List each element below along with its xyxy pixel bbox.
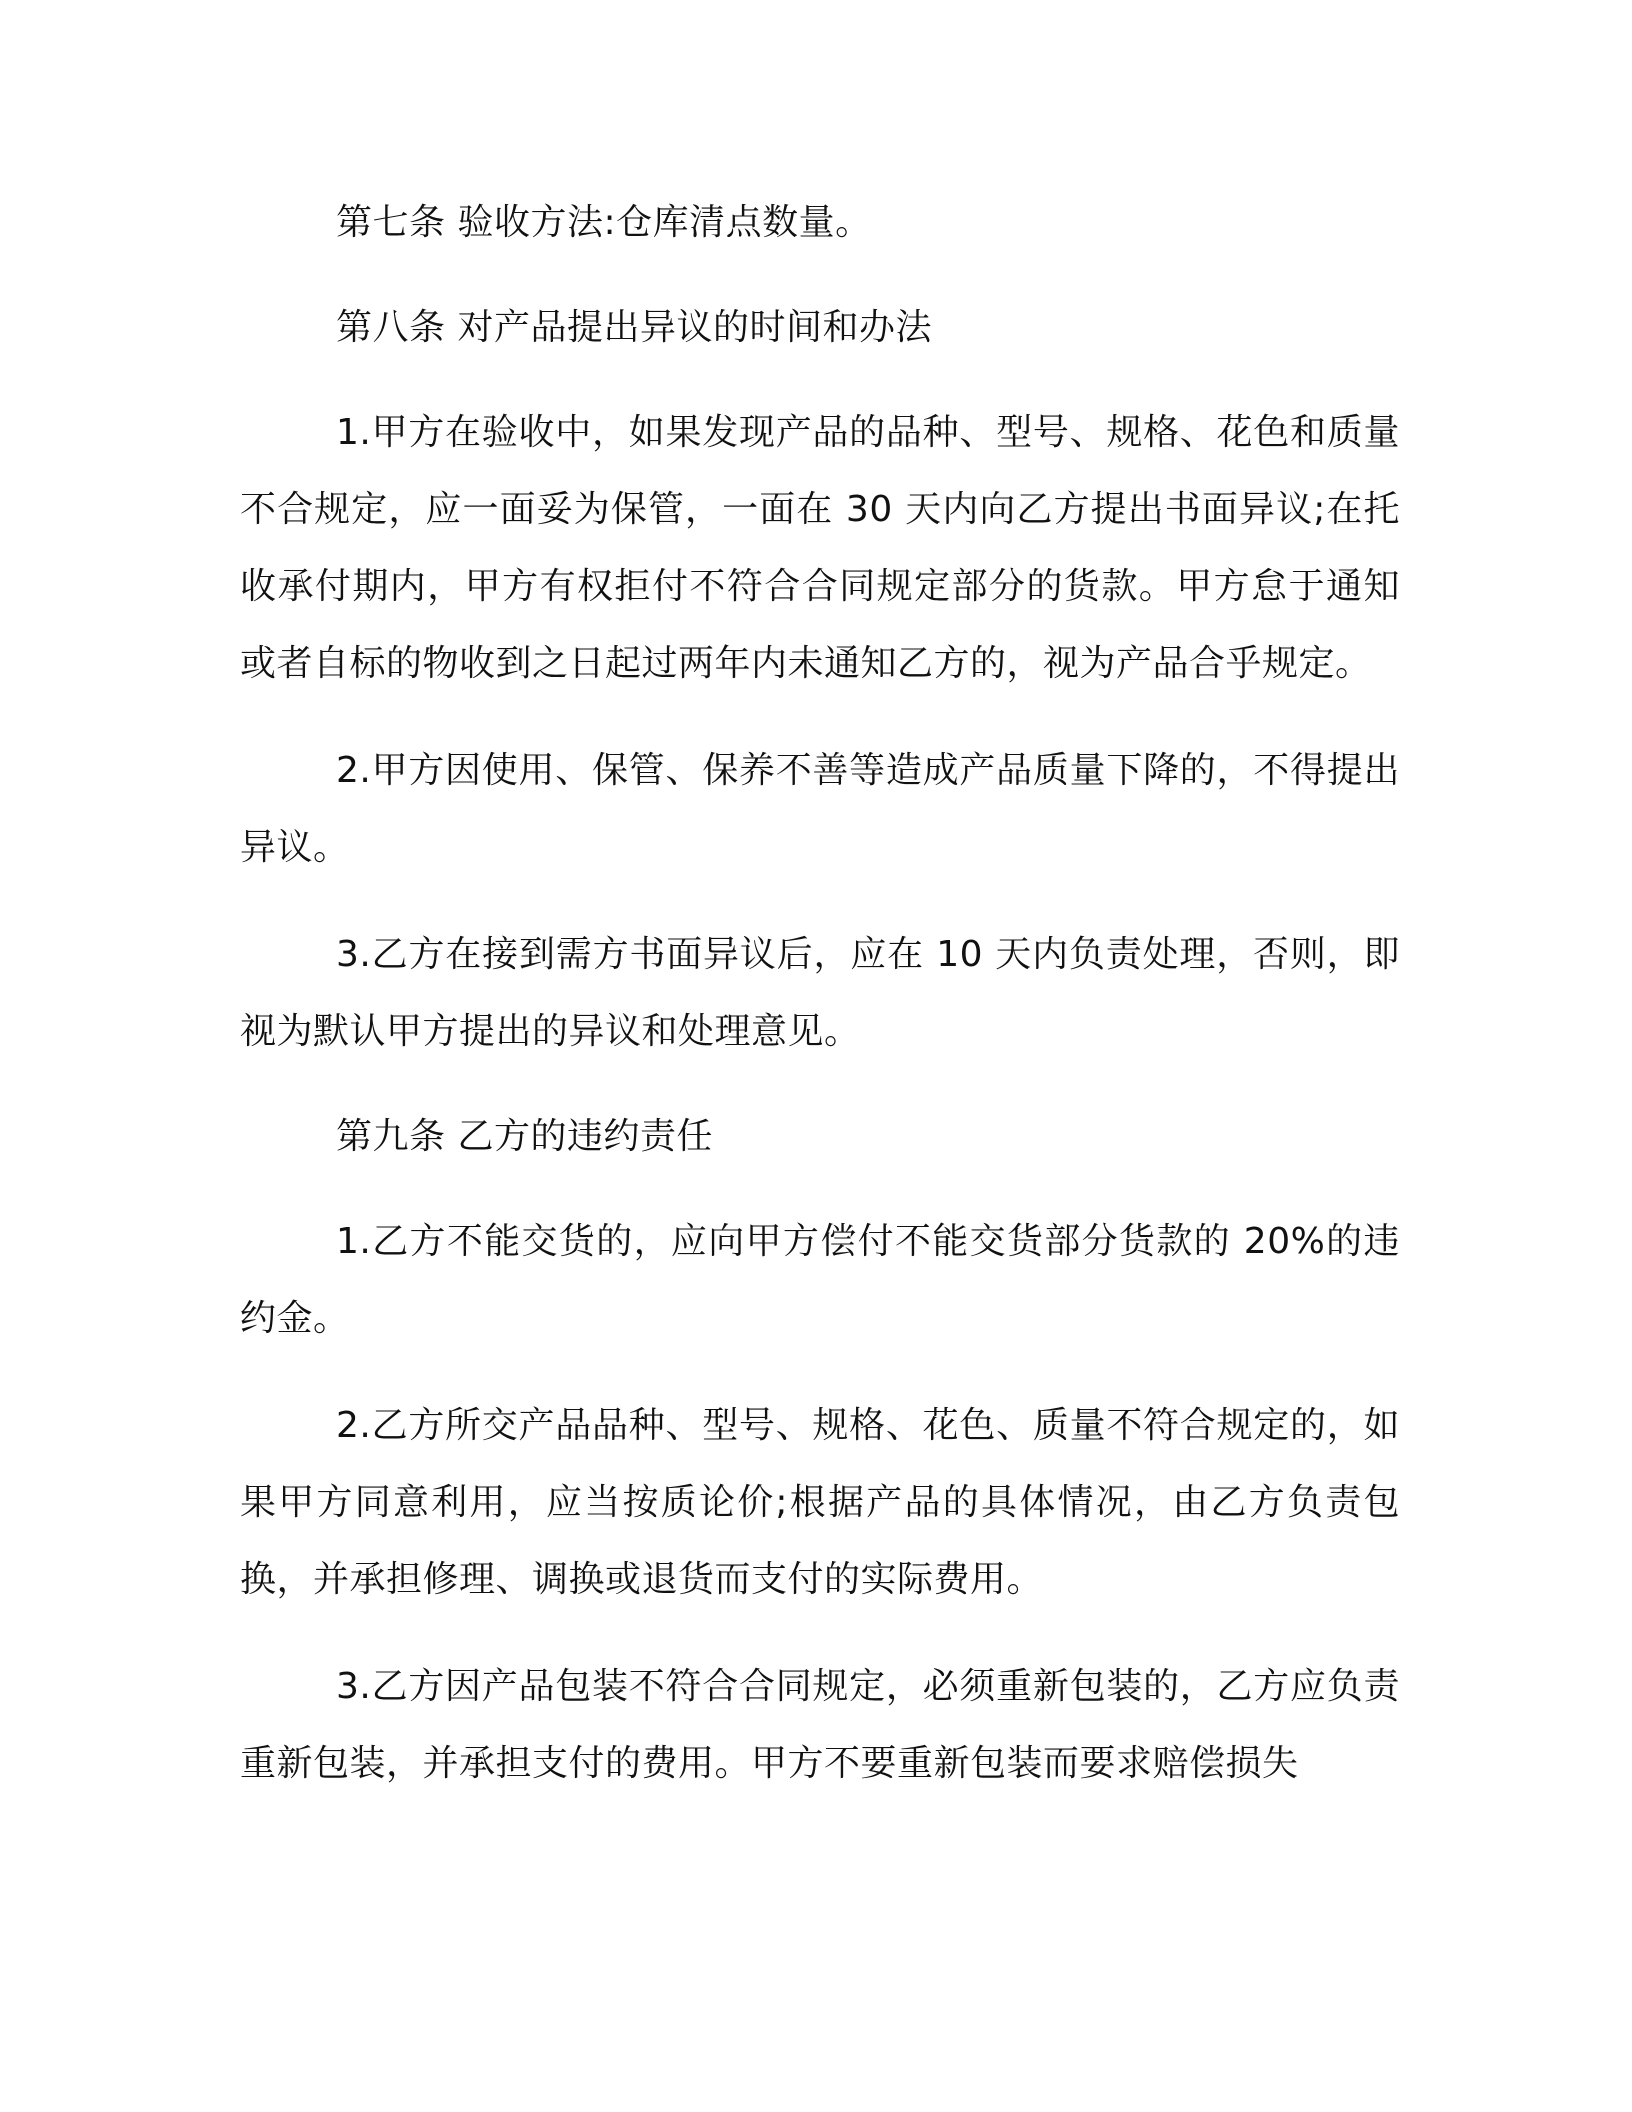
article-8-heading: 第八条 对产品提出异议的时间和办法 [336, 307, 932, 348]
article-8-item-3: 3.乙方在接到需方书面异议后，应在 10 天内负责处理，否则，即视为默认甲方提出的异议和处理意见。 [240, 934, 1400, 1052]
article-8-item-2: 2.甲方因使用、保管、保养不善等造成产品质量下降的，不得提出异议。 [240, 750, 1400, 868]
article-9-item-1: 1.乙方不能交货的，应向甲方偿付不能交货部分货款的 20%的违约金。 [240, 1221, 1400, 1339]
document-body [240, 184, 1400, 1802]
article-8-item-1: 1.甲方在验收中，如果发现产品的品种、型号、规格、花色和质量不合规定，应一面妥为保管，一面在 30 天内向乙方提出书面异议;在托收承付期内，甲方有权拒付不符合合同规定部分的货款。甲方怠于通知或者自标的物收到之日起过两年内未通知乙方的，视为产品合乎规定。 [240, 412, 1400, 684]
article-9-item-2: 2.乙方所交产品品种、型号、规格、花色、质量不符合规定的，如果甲方同意利用，应当按质论价;根据产品的具体情况，由乙方负责包换，并承担修理、调换或退货而支付的实际费用。 [240, 1405, 1400, 1600]
article-9-item-3: 3.乙方因产品包装不符合合同规定，必须重新包装的，乙方应负责重新包装，并承担支付的费用。甲方不要重新包装而要求赔偿损失 [240, 1666, 1400, 1784]
article-9-heading: 第九条 乙方的违约责任 [336, 1116, 713, 1157]
article-7-heading: 第七条 验收方法:仓库清点数量。 [336, 202, 872, 243]
